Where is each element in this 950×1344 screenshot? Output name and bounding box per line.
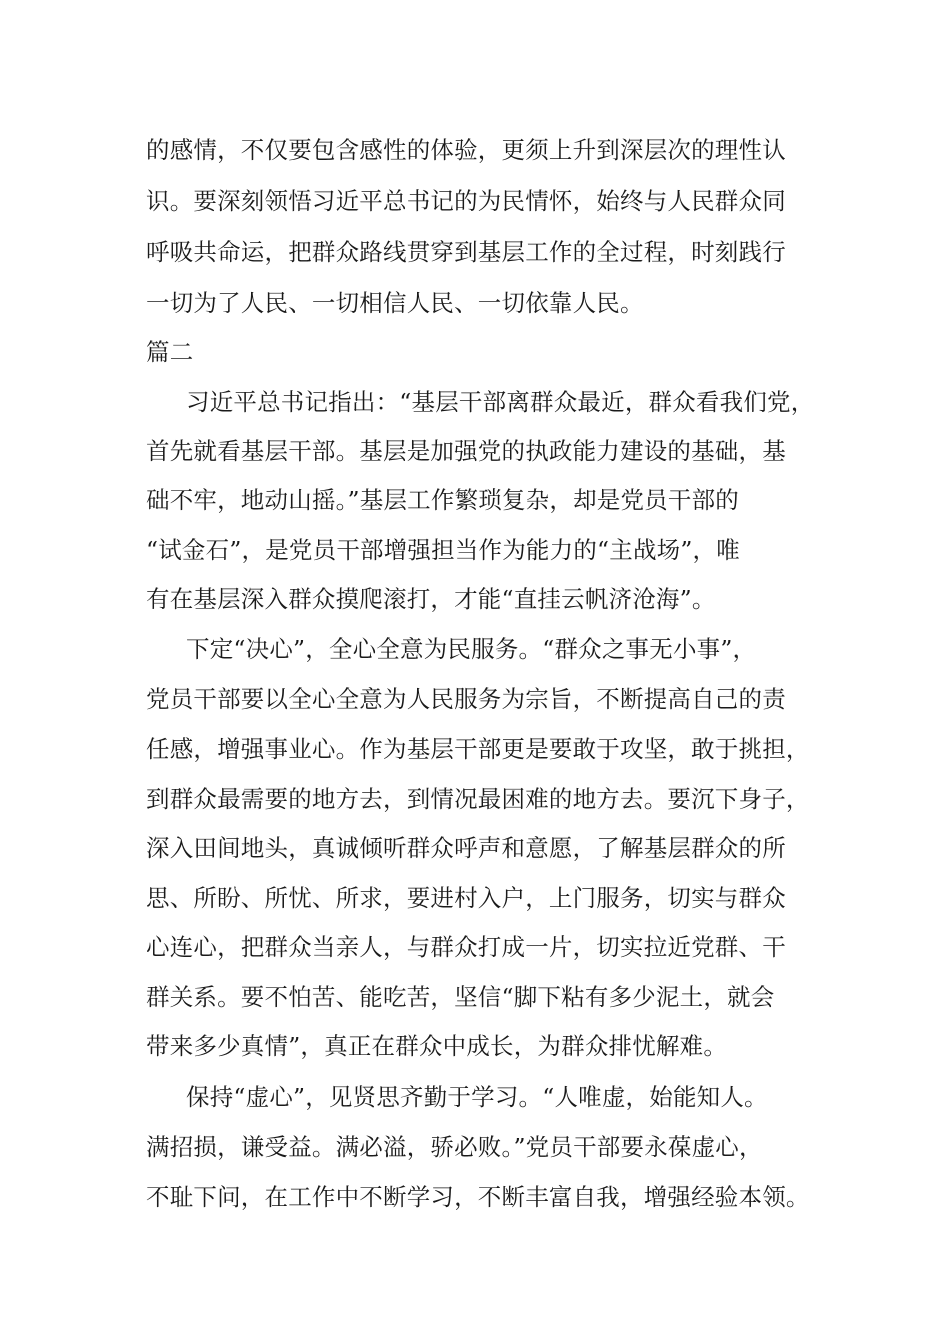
paragraph-line: 保持“虚心”，见贤思齐勤于学习。“人唯虚，始能知人。 (186, 1083, 768, 1111)
paragraph-line: 任感，增强事业心。作为基层干部更是要敢于攻坚，敢于挑担， (146, 735, 810, 763)
paragraph-line: 心连心，把群众当亲人，与群众打成一片，切实拉近党群、干 (146, 933, 786, 961)
paragraph-line: 呼吸共命运，把群众路线贯穿到基层工作的全过程，时刻践行 (146, 238, 786, 266)
paragraph-line: 习近平总书记指出：“基层干部离群众最近，群众看我们党， (186, 388, 815, 416)
paragraph-line: 群关系。要不怕苦、能吃苦，坚信“脚下粘有多少泥土，就会 (146, 983, 775, 1011)
paragraph-line: 党员干部要以全心全意为人民服务为宗旨，不断提高自己的责 (146, 685, 786, 713)
section-heading: 篇二 (146, 338, 194, 366)
paragraph-line: 到群众最需要的地方去，到情况最困难的地方去。要沉下身子， (146, 785, 810, 813)
paragraph-line: 带来多少真情”，真正在群众中成长，为群众排忧解难。 (146, 1032, 728, 1060)
paragraph-line: 一切为了人民、一切相信人民、一切依靠人民。 (146, 289, 644, 317)
paragraph-line: 识。要深刻领悟习近平总书记的为民情怀，始终与人民群众同 (146, 187, 786, 215)
paragraph-line: 下定“决心”，全心全意为民服务。“群众之事无小事”， (186, 635, 757, 663)
paragraph-line: 不耻下问，在工作中不断学习，不断丰富自我，增强经验本领。 (146, 1183, 810, 1211)
paragraph-line: 满招损，谦受益。满必溢，骄必败。”党员干部要永葆虚心， (146, 1133, 763, 1161)
paragraph-line: “试金石”，是党员干部增强担当作为能力的“主战场”，唯 (146, 536, 740, 564)
paragraph-line: 有在基层深入群众摸爬滚打，才能“直挂云帆济沧海”。 (146, 585, 716, 613)
paragraph-line: 深入田间地头，真诚倾听群众呼声和意愿，了解基层群众的所 (146, 834, 786, 862)
paragraph-line: 思、所盼、所忧、所求，要进村入户，上门服务，切实与群众 (146, 884, 786, 912)
paragraph-line: 的感情，不仅要包含感性的体验，更须上升到深层次的理性认 (146, 136, 786, 164)
paragraph-line: 首先就看基层干部。基层是加强党的执政能力建设的基础，基 (146, 437, 786, 465)
paragraph-line: 础不牢，地动山摇。”基层工作繁琐复杂，却是党员干部的 (146, 486, 739, 514)
